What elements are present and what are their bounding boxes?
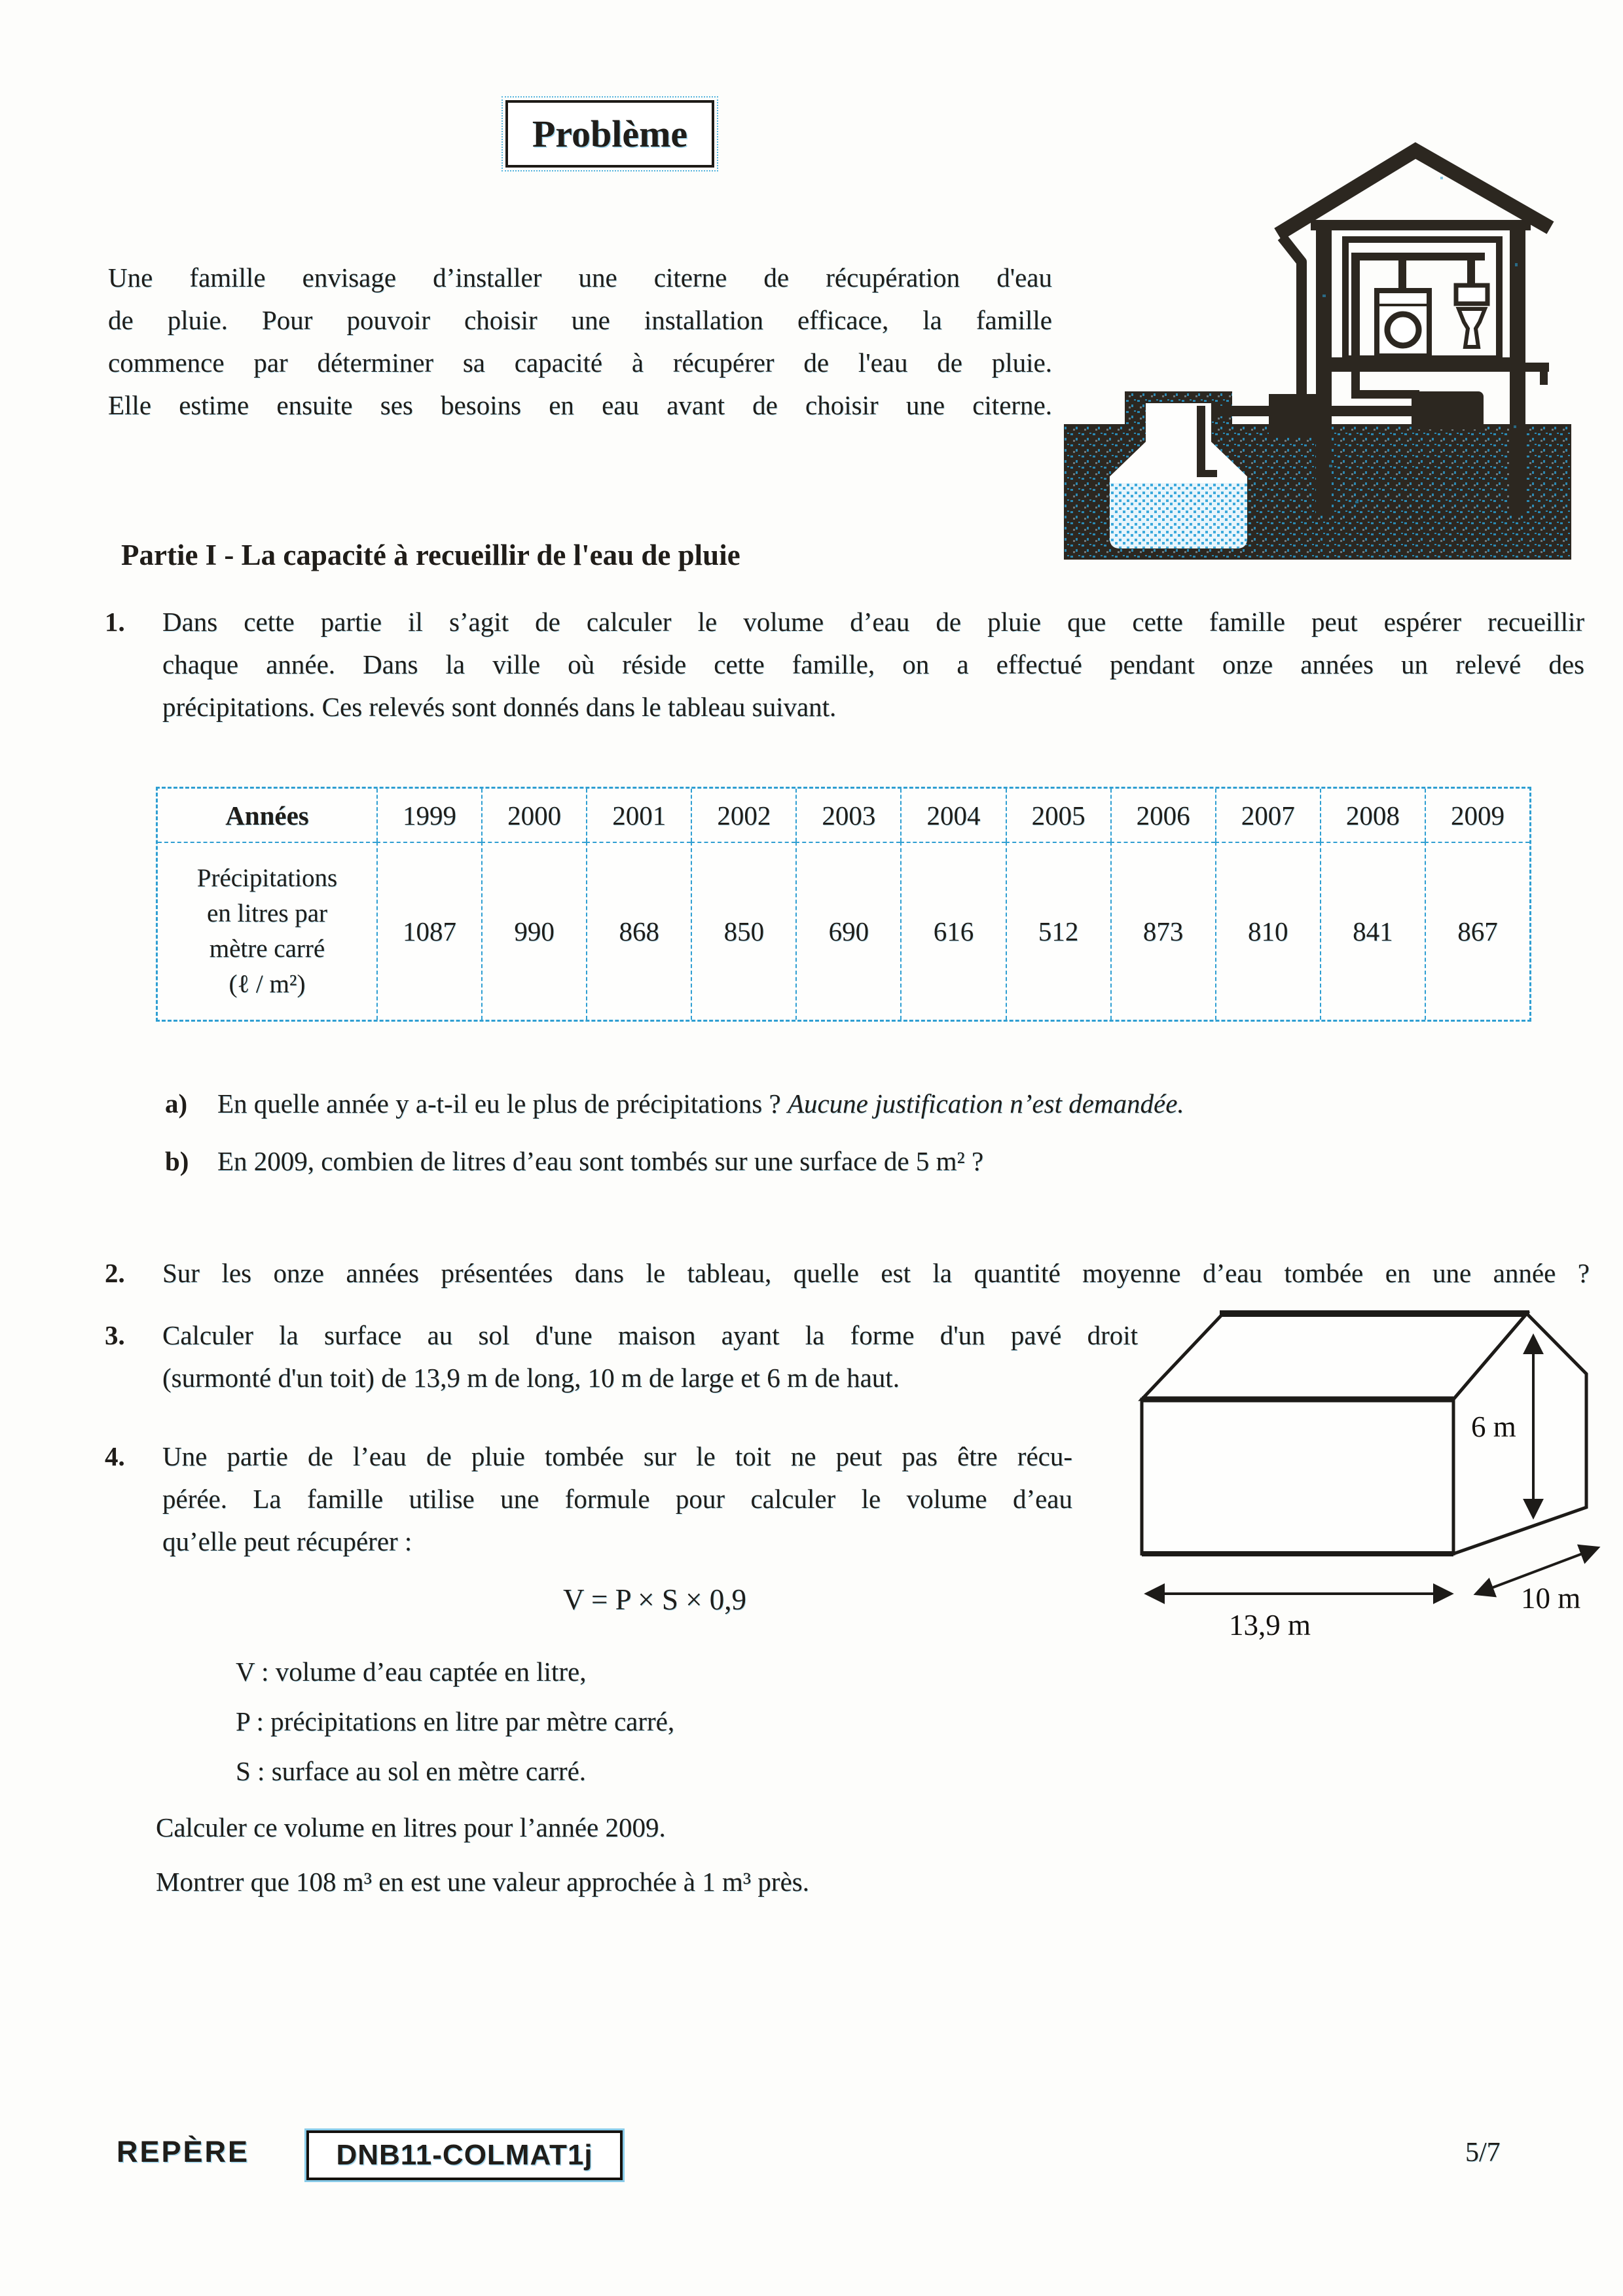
q1b-label: b): [165, 1146, 189, 1176]
q1-line: précipitations. Ces relevés sont donnés dans le tableau suivant.: [162, 692, 837, 722]
intro-paragraph: [108, 257, 1052, 427]
footer-code: DNB11-COLMAT1j: [336, 2139, 593, 2171]
page-title: Problème: [532, 113, 688, 155]
q4-line: pérée. La famille utilise une formule pour calculer le volume d’eau: [162, 1484, 1072, 1514]
intro-line: de pluie. Pour pouvoir choisir une installation efficace, la famille: [108, 305, 1052, 335]
row-label-line: (ℓ / m²): [228, 970, 306, 998]
washing-machine: [1377, 291, 1429, 356]
title-box: [505, 100, 714, 168]
table-header-annees: Années: [225, 800, 309, 831]
year-cell: 2003: [795, 789, 900, 842]
task-line-2: Montrer que 108 m³ en est une valeur approchée à 1 m³ près.: [156, 1867, 809, 1897]
year-cell: 2006: [1110, 789, 1215, 842]
year-cell: 2009: [1425, 789, 1529, 842]
length-dimension-label: 13,9 m: [1229, 1609, 1311, 1640]
house-3d-diagram: [1110, 1273, 1611, 1640]
value-cell: 850: [691, 842, 795, 1020]
pump: [1412, 391, 1484, 429]
outdoor-tap: [1525, 363, 1549, 385]
q1b-text: En 2009, combien de litres d’eau sont tombés sur une surface de 5 m² ?: [217, 1146, 984, 1176]
q3-line: (surmonté d'un toit) de 13,9 m de long, 10 m de large et 6 m de haut.: [162, 1363, 900, 1393]
q1-number: 1.: [105, 607, 125, 637]
front-face: [1142, 1399, 1453, 1554]
value-cell: 810: [1215, 842, 1320, 1020]
toilet: [1456, 285, 1487, 347]
q1a-label: a): [165, 1088, 188, 1119]
intro-line: commence par déterminer sa capacité à récupérer de l'eau de pluie.: [108, 348, 1052, 378]
page-number: 5/7: [1465, 2138, 1501, 2168]
q3-text: [162, 1314, 1138, 1399]
q1-line: chaque année. Dans la ville où réside cette famille, on a effectué pendant onze années un relevé des: [162, 649, 1584, 679]
year-cell: 2000: [481, 789, 586, 842]
cistern-water: [1110, 483, 1247, 548]
definition-line: S : surface au sol en mètre carré.: [236, 1756, 587, 1786]
filter-box: [1269, 394, 1322, 437]
q4-line: qu’elle peut récupérer :: [162, 1526, 412, 1556]
definition-line: V : volume d’eau captée en litre,: [236, 1657, 587, 1687]
year-cell: 2007: [1215, 789, 1320, 842]
precipitation-table: [156, 787, 1531, 1022]
intro-line: Elle estime ensuite ses besoins en eau avant de choisir une citerne.: [108, 390, 1052, 420]
q1-line: Dans cette partie il s’agit de calculer le volume d’eau de pluie que cette famille peut espérer recueillir: [162, 607, 1584, 637]
q2-number: 2.: [105, 1258, 125, 1288]
q4-number: 4.: [105, 1441, 125, 1471]
value-cell: 868: [586, 842, 691, 1020]
wall-top-beam: [1311, 220, 1531, 230]
task-line-1: Calculer ce volume en litres pour l’année 2009.: [156, 1812, 666, 1842]
q1a-text: [217, 1083, 1559, 1125]
row-label-line: Précipitations: [196, 864, 338, 892]
depth-dimension-label: 10 m: [1521, 1582, 1581, 1615]
row-label-line: en litres par: [206, 899, 328, 927]
value-cell: 841: [1320, 842, 1425, 1020]
year-cell: 2008: [1320, 789, 1425, 842]
q3-number: 3.: [105, 1320, 125, 1350]
footer-repere-label: REPÈRE: [117, 2135, 250, 2168]
value-cell: 616: [900, 842, 1005, 1020]
intro-line: Une famille envisage d’installer une citerne de récupération d'eau: [108, 262, 1052, 293]
value-cell: 512: [1006, 842, 1110, 1020]
definition-line: P : précipitations en litre par mètre carré,: [236, 1706, 675, 1736]
q4-line: Une partie de l’eau de pluie tombée sur le toit ne peut pas être récu-: [162, 1441, 1072, 1471]
q1a-italic-note: Aucune justification n’est demandée.: [787, 1088, 1184, 1119]
table-row-label: [158, 842, 376, 1020]
year-cell: 2005: [1006, 789, 1110, 842]
downspout-pipe: [1282, 237, 1302, 394]
value-cell: 867: [1425, 842, 1529, 1020]
year-cell: 1999: [376, 789, 481, 842]
suction-pipe: [1322, 406, 1418, 416]
height-dimension-label: 6 m: [1471, 1410, 1516, 1443]
value-cell: 990: [481, 842, 586, 1020]
q3-line: Calculer la surface au sol d'une maison ayant la forme d'un pavé droit: [162, 1320, 1138, 1350]
value-cell: 1087: [376, 842, 481, 1020]
q1-text: [162, 601, 1584, 728]
value-cell: 873: [1110, 842, 1215, 1020]
cistern-inlet-pipe: [1211, 406, 1271, 416]
year-cell: 2002: [691, 789, 795, 842]
cistern-house-illustration: [1048, 98, 1584, 563]
q2-text: Sur les onze années présentées dans le tableau, quelle est la quantité moyenne d’eau tombée en une année ?: [162, 1258, 1590, 1288]
year-cell: 2001: [586, 789, 691, 842]
q1a-question: En quelle année y a-t-il eu le plus de précipitations ?: [217, 1088, 788, 1119]
part1-heading: Partie I - La capacité à recueillir de l'eau de pluie: [121, 539, 740, 571]
formula-equation: V = P × S × 0,9: [563, 1583, 746, 1616]
year-cell: 2004: [900, 789, 1005, 842]
row-label-line: mètre carré: [209, 935, 325, 963]
footer-code-box: [306, 2130, 623, 2180]
formula-definitions: [236, 1647, 1021, 1796]
value-cell: 690: [795, 842, 900, 1020]
q4-text: [162, 1435, 1072, 1563]
